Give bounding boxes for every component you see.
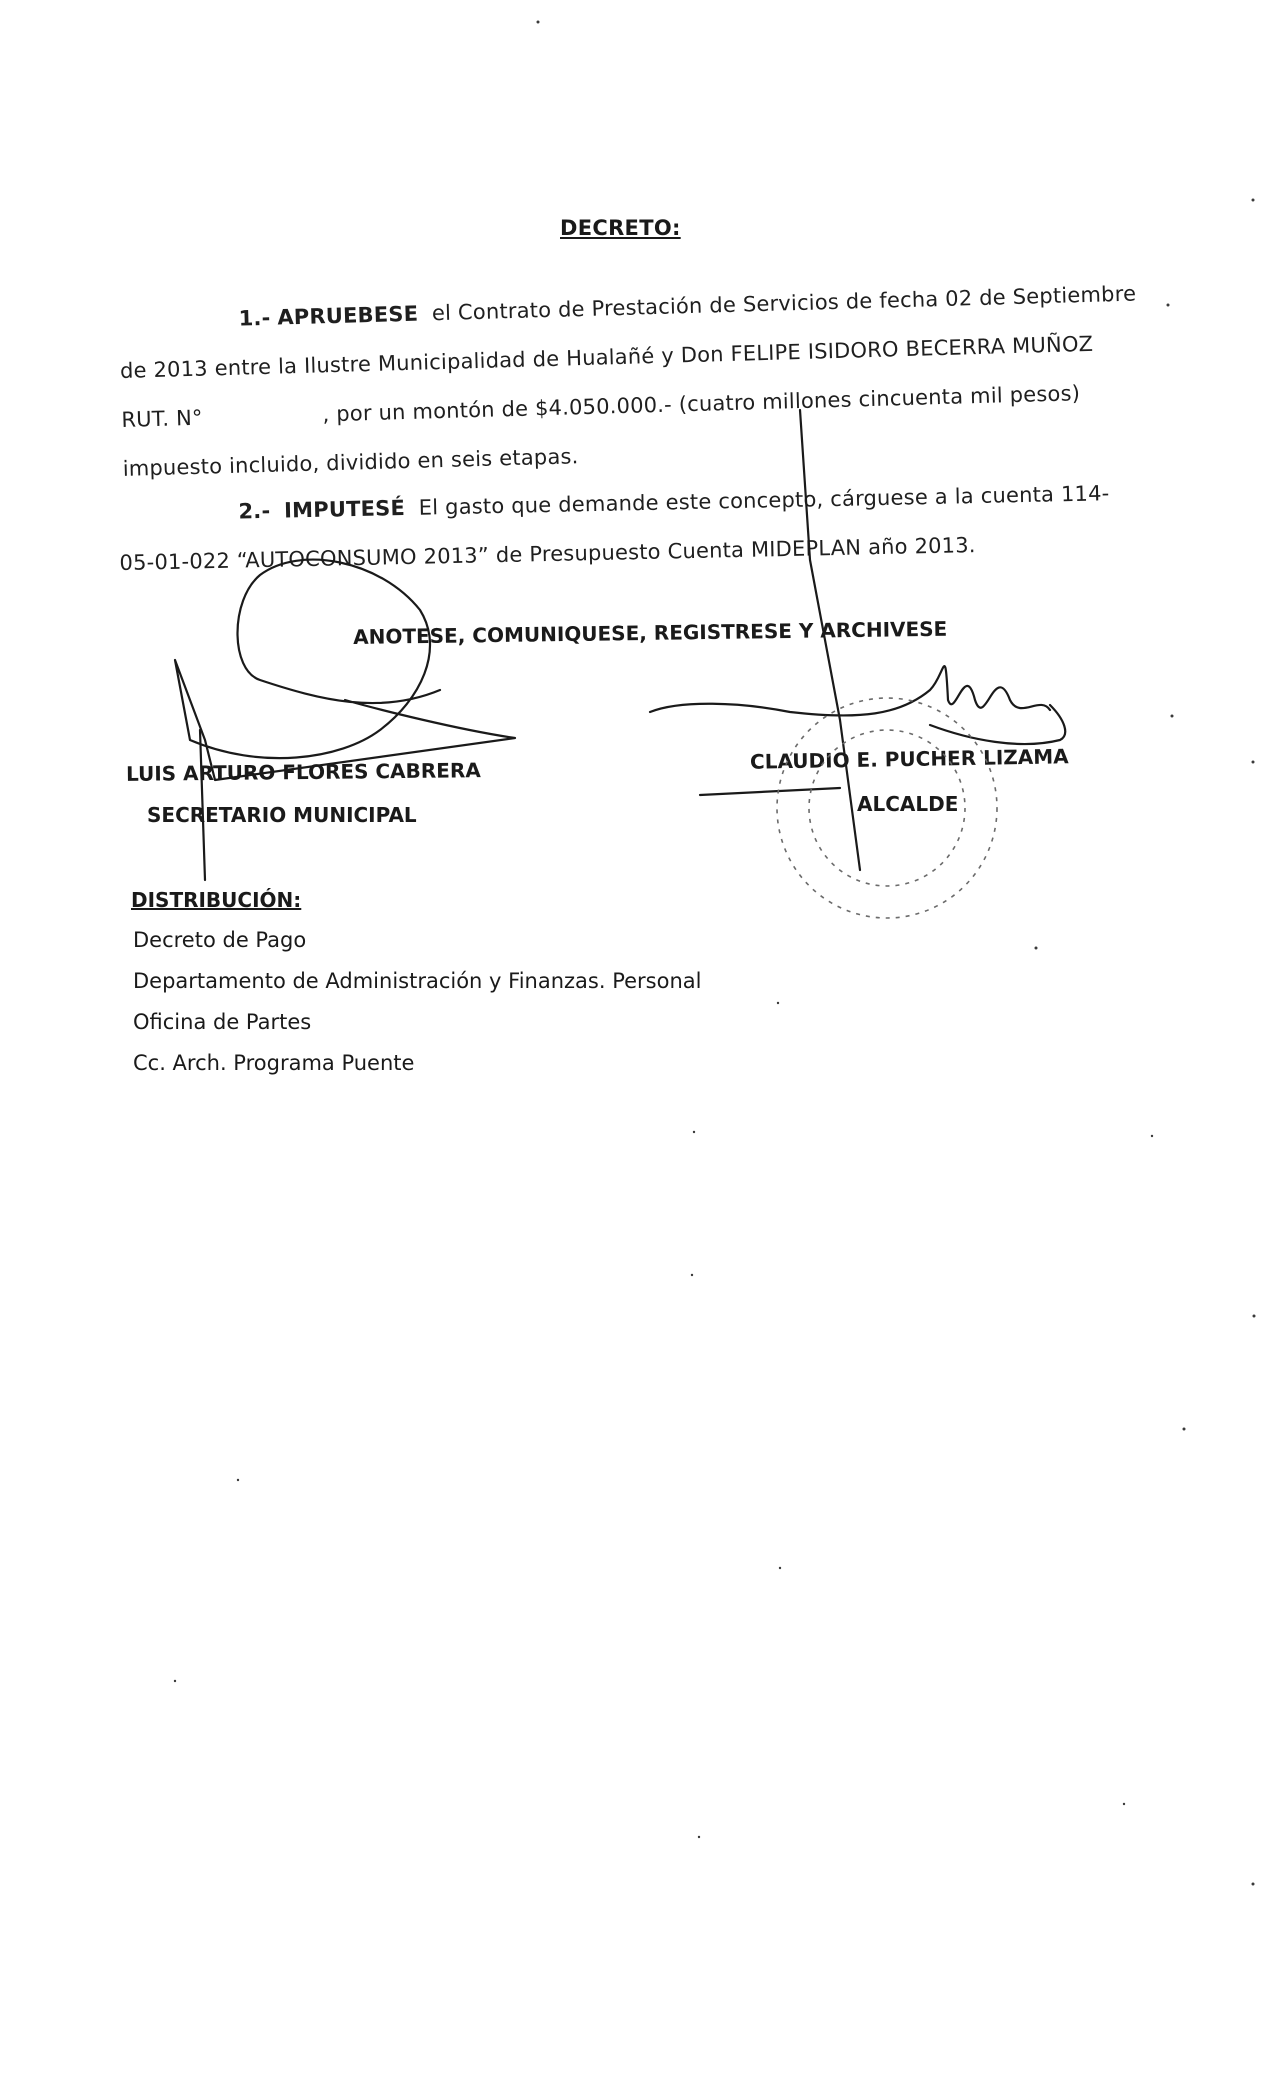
left-signatory-title: SECRETARIO MUNICIPAL (147, 803, 417, 827)
rut-redacted (203, 421, 323, 424)
article-1-keyword: APRUEBESE (277, 301, 419, 330)
right-signatory-title: ALCALDE (857, 792, 959, 816)
article-1-text-4: impuesto incluido, dividido en seis etapas. (122, 444, 579, 481)
article-1-text-1: el Contrato de Prestación de Servicios de fecha 02 de Septiembre (431, 281, 1137, 326)
closing-formula: ANOTESE, COMUNIQUESE, REGISTRESE Y ARCHIVESE (353, 616, 948, 649)
decree-heading: DECRETO: (560, 216, 681, 240)
article-2-keyword: IMPUTESÉ (283, 495, 406, 523)
distribution-list (133, 920, 701, 1084)
article-1-text-2: de 2013 entre la Ilustre Municipalidad de Hualañé y Don FELIPE ISIDORO BECERRA MUÑOZ (119, 331, 1094, 383)
article-2-text-1: El gasto que demande este concepto, cárguese a la cuenta 114- (418, 481, 1110, 520)
right-signature-lower-stroke (700, 788, 840, 795)
left-signature (175, 560, 515, 780)
distribution-heading: DISTRIBUCIÓN: (131, 888, 302, 912)
article-2-number: 2.- (238, 498, 271, 524)
rut-label: RUT. N° (121, 405, 203, 432)
article-2 (118, 469, 1120, 588)
right-signatory-name: CLAUDIO E. PUCHER LIZAMA (749, 744, 1069, 774)
right-signature (650, 666, 1050, 715)
distribution-item: Cc. Arch. Programa Puente (133, 1051, 415, 1075)
left-signatory-name: LUIS ARTURO FLORES CABRERA (125, 758, 481, 786)
article-1 (118, 270, 1137, 494)
article-1-text-3: , por un montón de $4.050.000.- (cuatro millones cincuenta mil pesos) (322, 381, 1081, 427)
distribution-item: Decreto de Pago (133, 928, 307, 952)
article-1-number: 1.- (238, 305, 271, 331)
article-2-text-2: 05-01-022 “AUTOCONSUMO 2013” de Presupuesto Cuenta MIDEPLAN año 2013. (119, 533, 976, 575)
distribution-item: Departamento de Administración y Finanzas. Personal (133, 969, 702, 993)
distribution-item: Oficina de Partes (133, 1010, 312, 1034)
right-signature-loop (930, 705, 1065, 744)
